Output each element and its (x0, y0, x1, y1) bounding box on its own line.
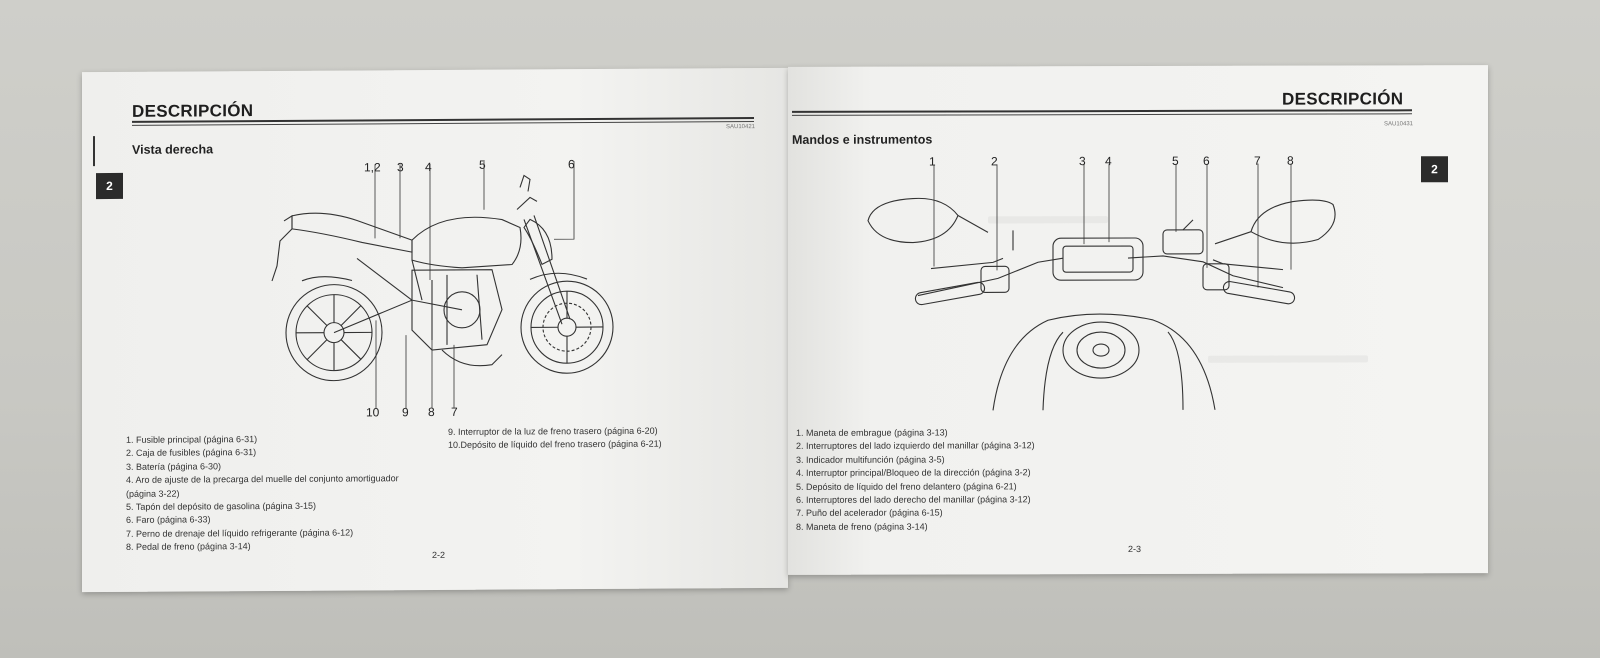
list-item: 3. Batería (página 6-30) (126, 461, 222, 472)
callout-4: 4 (1105, 154, 1112, 169)
list-item: 4. Interruptor principal/Bloqueo de la dirección (página 3-2) (796, 467, 1031, 479)
callout-8: 8 (428, 405, 435, 420)
callout-5: 5 (1172, 153, 1179, 168)
callout-6: 6 (1203, 153, 1210, 168)
left-parts-list-1 (126, 432, 399, 554)
list-item: 1. Fusible principal (página 6-31) (126, 434, 258, 445)
list-item: 3. Indicador multifunción (página 3-5) (796, 454, 945, 465)
right-page-subtitle: Mandos e instrumentos (792, 132, 933, 147)
callout-3: 3 (397, 160, 404, 175)
left-page-title: DESCRIPCIÓN (132, 101, 254, 121)
left-page-code: SAU10421 (726, 124, 756, 131)
right-title-rule (792, 109, 1412, 113)
callout-1: 1 (929, 154, 936, 169)
callout-5: 5 (479, 157, 486, 172)
callout-4: 4 (425, 160, 432, 175)
right-page-number: 2-3 (1128, 543, 1142, 555)
callout-3: 3 (1079, 154, 1086, 169)
callout-2: 2 (991, 154, 998, 169)
right-parts-list (796, 426, 1035, 534)
list-item: 10.Depósito de líquido del freno trasero (página 6-21) (448, 439, 662, 451)
right-title-rule-thin (792, 113, 1412, 116)
list-item: 4. Aro de ajuste de la precarga del muelle del conjunto amortiguador (126, 473, 399, 486)
list-item: 1. Maneta de embrague (página 3-13) (796, 427, 948, 438)
callout-7: 7 (451, 404, 458, 419)
list-item: 8. Pedal de freno (página 3-14) (126, 541, 251, 553)
left-section-marker (93, 136, 95, 166)
callout-9: 9 (402, 405, 409, 420)
list-item: 2. Caja de fusibles (página 6-31) (126, 447, 257, 459)
motorcycle-side-drawing (262, 169, 632, 411)
callout-7: 7 (1254, 153, 1261, 168)
list-item: 6. Interruptores del lado derecho del manillar (página 3-12) (796, 494, 1031, 505)
list-item: 8. Maneta de freno (página 3-14) (796, 521, 928, 532)
list-item: 6. Faro (página 6-33) (126, 514, 211, 526)
left-page (82, 68, 788, 592)
callout-1-2: 1,2 (364, 160, 381, 175)
left-page-number: 2-2 (432, 549, 446, 561)
list-item: 5. Depósito de líquido del freno delantero (página 6-21) (796, 480, 1017, 492)
list-item: 2. Interruptores del lado izquierdo del manillar (página 3-12) (796, 440, 1035, 452)
right-page-title: DESCRIPCIÓN (1282, 89, 1404, 109)
left-parts-list-2 (448, 425, 662, 453)
callout-8: 8 (1287, 153, 1294, 168)
list-item: 7. Puño del acelerador (página 6-15) (796, 507, 943, 519)
list-item: 5. Tapón del depósito de gasolina (página 3-15) (126, 500, 316, 512)
left-page-subtitle: Vista derecha (132, 142, 214, 157)
left-chapter-tab: 2 (96, 173, 123, 199)
right-chapter-tab: 2 (1421, 156, 1448, 182)
handlebar-cockpit-drawing (863, 169, 1353, 410)
callout-10: 10 (366, 405, 380, 420)
right-page-code: SAU10431 (1384, 121, 1414, 128)
list-item: (página 3-22) (126, 488, 180, 499)
right-page (788, 65, 1488, 575)
list-item: 7. Perno de drenaje del líquido refrigerante (página 6-12) (126, 527, 354, 539)
callout-6: 6 (568, 157, 575, 172)
list-item: 9. Interruptor de la luz de freno trasero (página 6-20) (448, 425, 658, 437)
